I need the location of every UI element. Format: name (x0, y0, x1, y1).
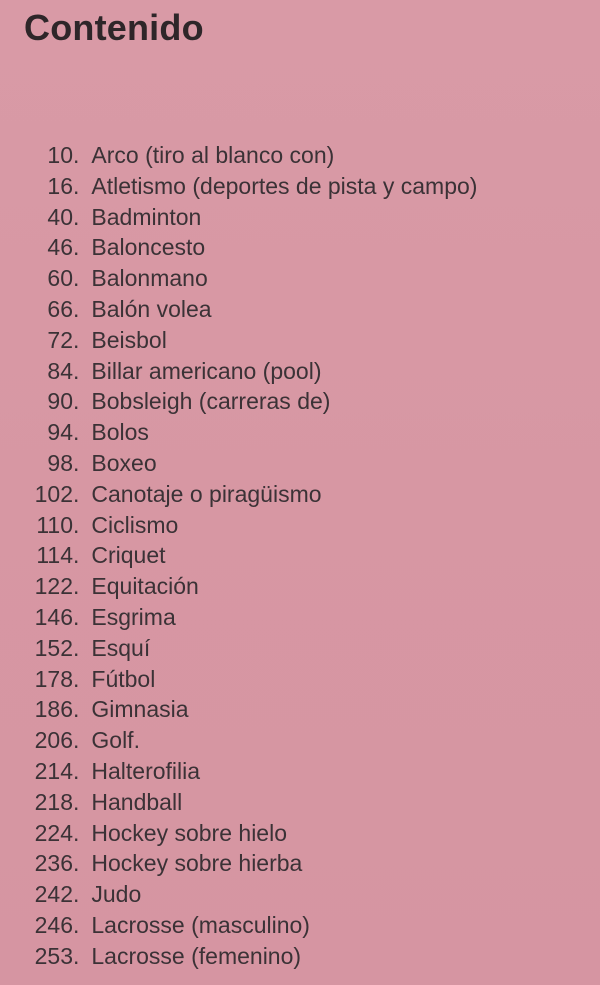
toc-entry-label: Boxeo (91, 449, 157, 476)
toc-separator-dot: . (73, 449, 80, 476)
toc-entry (0, 602, 600, 633)
toc-page-number: 214 (34, 757, 73, 784)
toc-separator-dot: . (73, 203, 80, 230)
toc-separator-dot: . (73, 942, 80, 969)
toc-separator-dot: . (73, 634, 80, 661)
toc-entry-label: Baloncesto (91, 234, 206, 261)
toc-entry-label: Lacrosse (masculino) (91, 911, 310, 938)
toc-page-number: 236 (34, 850, 73, 877)
toc-entry-label: Balonmano (91, 265, 208, 292)
toc-separator-dot: . (73, 234, 80, 261)
toc-entry (0, 725, 600, 756)
toc-entry (0, 140, 600, 171)
toc-entry-label: Ciclismo (91, 511, 179, 538)
toc-separator-dot: . (73, 511, 80, 538)
toc-separator-dot: . (73, 326, 80, 353)
toc-page-number: 98 (47, 449, 73, 476)
toc-page-number: 146 (34, 603, 73, 630)
toc-page-number: 152 (34, 634, 73, 661)
toc-page-number: 102 (34, 480, 73, 507)
toc-page-number: 46 (47, 234, 73, 261)
toc-separator-dot: . (73, 388, 80, 415)
toc-page-number: 122 (34, 573, 73, 600)
toc-entry-label: Bobsleigh (carreras de) (91, 388, 331, 415)
toc-page-number: 114 (36, 542, 73, 569)
toc-entry (0, 848, 600, 879)
toc-separator-dot: . (73, 542, 80, 569)
toc-separator-dot: . (73, 265, 80, 292)
toc-entry (0, 232, 600, 263)
toc-entry-label: Balón volea (91, 295, 212, 322)
toc-separator-dot: . (73, 757, 80, 784)
toc-entry (0, 386, 600, 417)
toc-separator-dot: . (73, 819, 80, 846)
toc-page-number: 66 (47, 295, 73, 322)
toc-entry (0, 325, 600, 356)
toc-separator-dot: . (73, 850, 80, 877)
toc-page-number: 206 (34, 727, 73, 754)
toc-entry-label: Halterofilia (91, 757, 201, 784)
table-of-contents (0, 140, 600, 972)
toc-separator-dot: . (73, 295, 80, 322)
toc-page-number: 72 (47, 326, 73, 353)
toc-entry-label: Judo (91, 881, 142, 908)
toc-entry-label: Billar americano (pool) (91, 357, 322, 384)
toc-page-number: 60 (47, 265, 73, 292)
toc-page-number: 246 (34, 911, 73, 938)
toc-entry (0, 571, 600, 602)
toc-entry-label: Canotaje o piragüismo (91, 480, 322, 507)
toc-entry (0, 787, 600, 818)
toc-entry (0, 356, 600, 387)
toc-separator-dot: . (73, 911, 80, 938)
toc-entry (0, 633, 600, 664)
toc-page-number: 242 (34, 881, 73, 908)
toc-separator-dot: . (73, 172, 80, 199)
toc-entry-label: Atletismo (deportes de pista y campo) (91, 172, 478, 199)
toc-entry-label: Hockey sobre hielo (91, 819, 287, 846)
toc-entry (0, 879, 600, 910)
toc-entry-label: Esgrima (91, 603, 176, 630)
toc-entry (0, 694, 600, 725)
toc-entry (0, 417, 600, 448)
toc-entry-label: Esquí (91, 634, 151, 661)
toc-separator-dot: . (73, 696, 80, 723)
toc-entry (0, 664, 600, 695)
toc-entry (0, 202, 600, 233)
toc-page-number: 90 (47, 388, 73, 415)
toc-entry (0, 510, 600, 541)
toc-separator-dot: . (73, 573, 80, 600)
toc-page-number: 10 (47, 142, 73, 168)
toc-page-number: 218 (34, 788, 73, 815)
toc-separator-dot: . (73, 357, 80, 384)
toc-entry (0, 263, 600, 294)
toc-entry (0, 448, 600, 479)
toc-page-number: 94 (47, 419, 73, 446)
toc-page-number: 178 (34, 665, 73, 692)
toc-page-number: 40 (47, 203, 73, 230)
toc-entry (0, 910, 600, 941)
toc-separator-dot: . (73, 419, 80, 446)
toc-entry-label: Arco (tiro al blanco con) (91, 142, 335, 168)
toc-separator-dot: . (73, 665, 80, 692)
toc-page-number: 224 (34, 819, 73, 846)
toc-entry-label: Fútbol (91, 665, 156, 692)
toc-page-number: 84 (47, 357, 73, 384)
toc-separator-dot: . (73, 881, 80, 908)
toc-separator-dot: . (73, 142, 80, 168)
toc-separator-dot: . (73, 603, 80, 630)
toc-entry-label: Badminton (91, 203, 202, 230)
toc-separator-dot: . (73, 727, 80, 754)
toc-page-number: 110 (36, 511, 73, 538)
toc-page-number: 16 (47, 172, 73, 199)
toc-entry-label: Bolos (91, 419, 149, 446)
toc-entry (0, 756, 600, 787)
toc-entry-label: Handball (91, 788, 183, 815)
page-title: Contenido (24, 7, 204, 48)
toc-entry (0, 479, 600, 510)
toc-entry-label: Golf. (91, 727, 140, 754)
toc-separator-dot: . (73, 788, 80, 815)
toc-separator-dot: . (73, 480, 80, 507)
toc-entry (0, 171, 600, 202)
toc-entry (0, 540, 600, 571)
toc-entry (0, 818, 600, 849)
toc-entry-label: Hockey sobre hierba (91, 850, 303, 877)
toc-page-number: 253 (34, 942, 73, 969)
toc-entry (0, 294, 600, 325)
toc-entry-label: Criquet (91, 542, 166, 569)
toc-entry-label: Beisbol (91, 326, 167, 353)
toc-entry-label: Equitación (91, 573, 199, 600)
toc-entry (0, 941, 600, 972)
toc-entry-label: Lacrosse (femenino) (91, 942, 302, 969)
toc-entry-label: Gimnasia (91, 696, 189, 723)
toc-page-number: 186 (34, 696, 73, 723)
